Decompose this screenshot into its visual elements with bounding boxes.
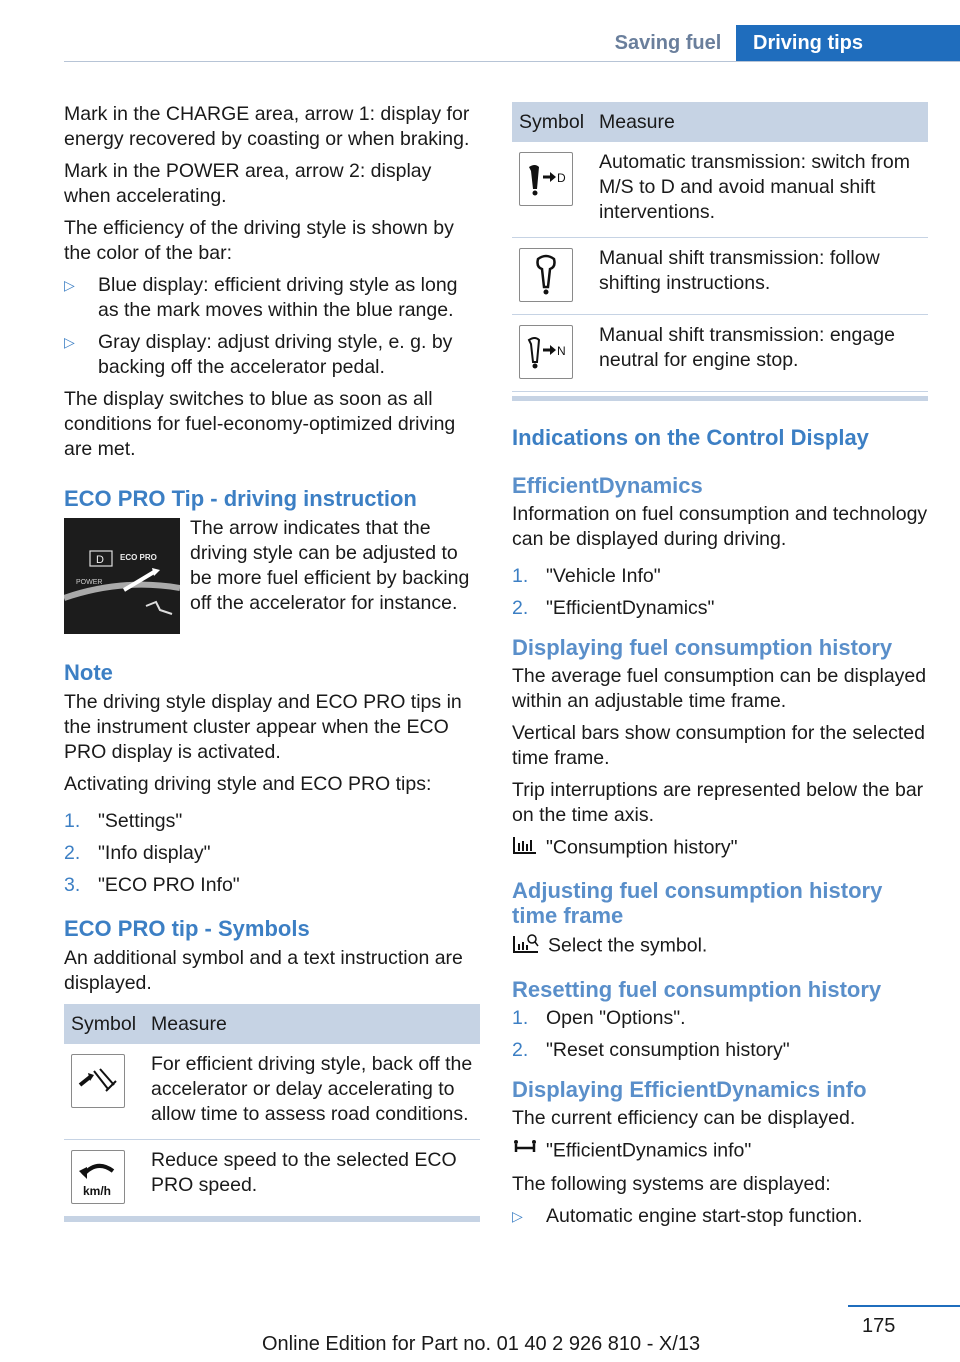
table-cell: Automatic transmission: switch from M/S to D and avoid manual shift interventions. [599, 142, 928, 238]
paragraph: An additional symbol and a text instruction are displayed. [64, 947, 463, 994]
steps-list [512, 564, 928, 621]
heading-note: Note [64, 660, 113, 685]
svg-text:D: D [557, 171, 566, 185]
left-column [64, 102, 480, 1222]
paragraph: The driving style display and ECO PRO tips in the instrument cluster appear when the ECO PRO display is activated. [64, 691, 462, 763]
list-item-text: Gray display: adjust driving style, e. g. by backing off the accelerator pedal. [98, 331, 453, 378]
bullet-list [64, 273, 480, 380]
page-number: 175 [862, 1315, 896, 1337]
eco-pro-display-image [64, 518, 180, 634]
table-cell: Reduce speed to the selected ECO PRO speed. [151, 1140, 480, 1217]
menu-line: Select the symbol. [512, 932, 928, 961]
svg-text:ECO PRO: ECO PRO [120, 553, 157, 562]
paragraph: The display switches to blue as soon as all conditions for fuel-economy-optimized driving are met. [64, 388, 456, 460]
svg-text:POWER: POWER [76, 579, 103, 586]
table-cell: Manual shift transmission: follow shifting instructions. [599, 238, 928, 315]
list-item: 2. "EfficientDynamics" [512, 597, 715, 619]
svg-text:km/h: km/h [83, 1184, 112, 1198]
list-item: 3. "ECO PRO Info" [64, 874, 240, 896]
paragraph: Activating driving style and ECO PRO tips: [64, 773, 432, 795]
svg-text:N: N [557, 344, 566, 358]
eco-tip-section [64, 516, 480, 640]
paragraph: Trip interruptions are represented below the bar on the time axis. [512, 779, 924, 826]
heading-efficientdynamics: EfficientDynamics [512, 473, 703, 498]
table-header-symbol: Symbol [512, 102, 599, 142]
right-column [512, 94, 928, 1236]
shift-to-d-icon [519, 152, 573, 206]
paragraph: The efficiency of the driving style is shown by the color of the bar: [64, 217, 454, 264]
list-item [64, 330, 480, 380]
heading-indications: Indications on the Control Display [512, 425, 869, 450]
menu-line: "Consumption history" [512, 835, 928, 862]
bullet-list [512, 1204, 928, 1229]
list-item: 1. Open "Options". [512, 1007, 686, 1029]
paragraph: The average fuel consumption can be displayed within an adjustable time frame. [512, 665, 927, 712]
shift-to-n-icon [519, 325, 573, 379]
paragraph: Mark in the CHARGE area, arrow 1: display for energy recovered by coasting or when braking. [64, 103, 470, 150]
table-cell: Manual shift transmission: engage neutral for engine stop. [599, 315, 928, 392]
header-tab-driving-tips[interactable]: Driving tips [736, 25, 960, 61]
paragraph: Vertical bars show consumption for the selected time frame. [512, 722, 925, 769]
list-item: ▷ Automatic engine start-stop function. [512, 1205, 863, 1227]
table-end-rule [512, 396, 928, 401]
table-row [512, 142, 928, 238]
heading-adjust-time-frame: Adjusting fuel consumption history time frame [512, 878, 883, 928]
table-cell: For efficient driving style, back off the accelerator or delay accelerating to allow time to assess road conditions. [151, 1044, 480, 1140]
list-item: 1. "Settings" [64, 810, 183, 832]
table-header-row [64, 1004, 480, 1044]
paragraph: The following systems are displayed: [512, 1173, 831, 1195]
header-tab-saving-fuel[interactable]: Saving fuel [614, 31, 722, 54]
triangle-bullet-icon: ▷ [512, 1208, 523, 1224]
bar-chart-icon [512, 835, 538, 862]
paragraph: Mark in the POWER area, arrow 2: display when accelerating. [64, 160, 432, 207]
list-item: 1. "Vehicle Info" [512, 565, 661, 587]
table-header-measure: Measure [151, 1004, 480, 1044]
car-efficiency-icon [512, 1138, 538, 1165]
heading-eco-pro-tip: ECO PRO Tip - driving instruction [64, 486, 417, 511]
menu-line: "EfficientDynamics info" [512, 1138, 928, 1165]
table-end-rule [64, 1217, 480, 1222]
heading-eco-pro-symbols: ECO PRO tip - Symbols [64, 916, 310, 941]
steps-list [512, 1006, 928, 1063]
footer-rule [848, 1305, 960, 1307]
table-header-row [512, 102, 928, 142]
bar-chart-magnifier-icon [512, 932, 540, 961]
list-item: 2. "Reset consumption history" [512, 1039, 790, 1061]
heading-consumption-history: Displaying fuel consumption history [512, 635, 893, 660]
list-item-text: Blue display: efficient driving style as long as the mark moves within the blue range. [98, 274, 458, 321]
footer-edition: Online Edition for Part no. 01 40 2 926 810 - X/13 [262, 1333, 701, 1355]
table-row [512, 315, 928, 392]
paragraph: Information on fuel consumption and technology can be displayed during driving. [512, 503, 928, 550]
svg-text:D: D [96, 554, 104, 566]
heading-reset-history: Resetting fuel consumption history [512, 977, 882, 1002]
symbols-table-continued [512, 102, 928, 392]
triangle-bullet-icon: ▷ [64, 277, 75, 293]
symbols-table [64, 1004, 480, 1217]
table-header-symbol: Symbol [64, 1004, 151, 1044]
table-row [64, 1044, 480, 1140]
list-item [64, 273, 480, 323]
reduce-speed-kmh-icon [71, 1150, 125, 1204]
steps-list [64, 809, 480, 898]
foot-off-pedal-icon [71, 1054, 125, 1108]
paragraph: The current efficiency can be displayed. [512, 1107, 856, 1129]
table-row [512, 238, 928, 315]
header-divider [64, 61, 960, 62]
heading-efficientdynamics-info: Displaying EfficientDynamics info [512, 1077, 867, 1102]
eco-tip-text: The arrow indicates that the driving style can be adjusted to be more fuel efficient by backing off the accelerator for instance. [190, 517, 470, 614]
list-item: 2. "Info display" [64, 842, 211, 864]
table-row [64, 1140, 480, 1217]
triangle-bullet-icon: ▷ [64, 334, 75, 350]
shift-lever-icon [519, 248, 573, 302]
table-header-measure: Measure [599, 102, 928, 142]
